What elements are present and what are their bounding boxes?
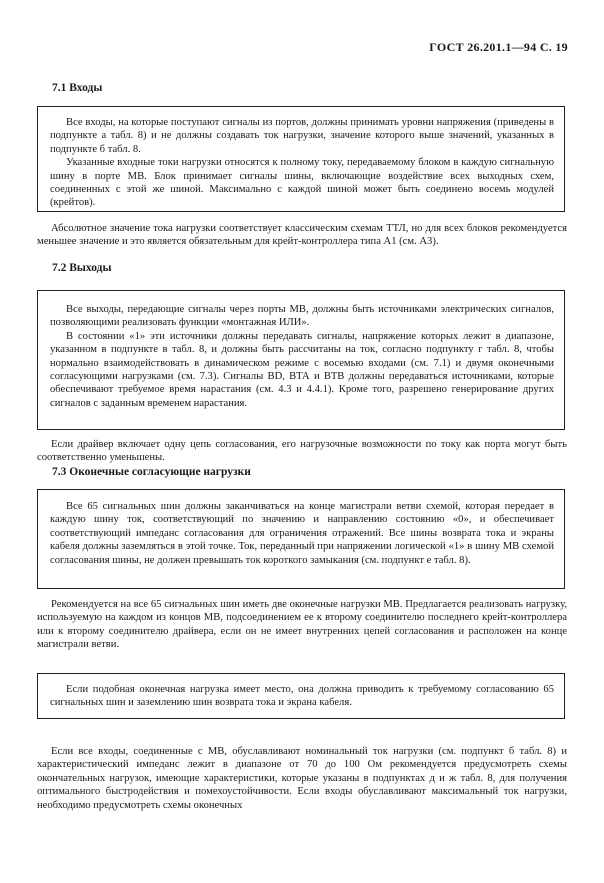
- section-7-3-heading: 7.3 Оконечные согласующие нагрузки: [52, 466, 251, 478]
- paragraph-terminator-recommendation: Рекомендуется на все 65 сигнальных шин иметь две оконечные нагрузки МВ. Предлагается реализовать нагрузку, используемую на каждом из концов МВ, подсоединением ее к второму соединителю последнего крейт-контроллера или к второму соединителю драйвера, если он не имеет внутренних цепей согласования и расположен на конце магистрали ветви.: [37, 599, 567, 651]
- box-7-1-paragraph-1: Все входы, на которые поступают сигналы из портов, должны принимать уровни напряжения (приведены в подпункте а табл. 8) и не должны создавать ток нагрузки, значение которого выше значений, указанных в подпункте б табл. 8.: [50, 117, 554, 155]
- box-7-1-paragraph-2: Указанные входные токи нагрузки относятся к полному току, передаваемому блоком в каждую сигнальную шину в порте МВ. Блок принимает сигналы шины, включающие воздействие всех выходных схем, соединенных с этой же шиной. Максимально с каждой шиной может быть соединено восемь модулей (крейтов).: [50, 157, 554, 209]
- section-7-1-heading: 7.1 Входы: [52, 82, 103, 94]
- box-7-2-text: [37, 290, 565, 430]
- box-7-1-text: [37, 106, 565, 212]
- section-7-2-heading: 7.2 Выходы: [52, 262, 112, 274]
- page-header: ГОСТ 26.201.1—94 С. 19: [429, 40, 568, 54]
- box-7-2-paragraph-1: Все выходы, передающие сигналы через порты МВ, должны быть источниками электрических сигналов, позволяющими реализовать функции «монтажная ИЛИ».: [50, 304, 554, 329]
- paragraph-input-load: Если все входы, соединенные с МВ, обуславливают номинальный ток нагрузки (см. подпункт б табл. 8) и характеристический импеданс лежит в диапазоне от 70 до 100 Ом рекомендуется предусмотреть схемы окончательных нагрузок, имеющие характеристики, которые указаны в подпунктах д и ж табл. 8, для получения оптимального быстродействия и помехоустойчивости. Если входы обуславливают максимальный ток нагрузки, необходимо предусмотреть схемы оконечных: [37, 746, 567, 811]
- box-terminator-paragraph: Если подобная оконечная нагрузка имеет место, она должна приводить к требуемому согласованию 65 сигнальных шин и заземлению шин возврата тока и экрана кабеля.: [50, 684, 554, 709]
- box-7-2-paragraph-2: В состоянии «1» эти источники должны передавать сигналы, напряжение которых лежит в диапазоне, указанном в подпункте в табл. 8, и должны быть рассчитаны на ток, согласно подпункту г табл. 8, чтобы нормально взаимодействовать в динамическом режиме с восемью входами (см. 7.1) и двумя оконечными согласующими нагрузками (см. 7.3). Сигналы BD, ВТА и ВТВ должны передаваться источниками, которые обеспечивают требуемое время нарастания (см. 4.3 и 4.4.1). Кроме того, разрешено генерирование других сигналов с заданным временем нарастания.: [50, 330, 554, 409]
- paragraph-driver-note: Если драйвер включает одну цепь согласования, его нагрузочные возможности по току как порта могут быть соответственно уменьшены.: [37, 439, 567, 464]
- box-terminator-requirement: [37, 673, 565, 719]
- paragraph-ttl-note: Абсолютное значение тока нагрузки соответствует классическим схемам ТТЛ, но для всех блоков рекомендуется меньшее значение и это является обязательным для крейт-контроллера типа А1 (см. А3).: [37, 223, 567, 248]
- box-7-3-text: [37, 489, 565, 589]
- box-7-3-paragraph-1: Все 65 сигнальных шин должны заканчиваться на конце магистрали ветви схемой, которая передает в каждую шину ток, соответствующий по значению и направлению состоянию «0», и обеспечивает соответствующий импеданс согласования для ограничения отражений. Все шины возврата тока и экраны кабеля должны заземляться в этой точке. Ток, переданный при напряжении логической «1» в шину МВ схемой согласования шины, не должен превышать ток короткого замыкания (см. подпункт е табл. 8).: [50, 501, 554, 566]
